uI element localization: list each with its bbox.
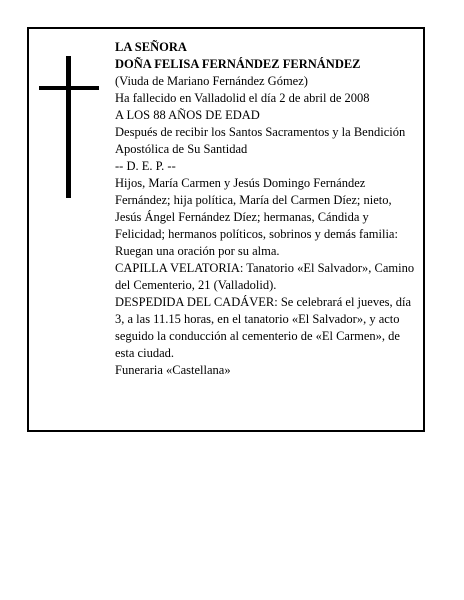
funeral-home: Funeraria «Castellana» xyxy=(115,363,231,377)
widow-of: (Viuda de Mariano Fernández Gómez) xyxy=(115,74,308,88)
prayer-request: Ruegan una oración por su alma. xyxy=(115,244,280,258)
family-text: Hijos, María Carmen y Jesús Domingo Fernández Fernández; hija política, María del Carmen Díez; nieto, Jesús Ángel Fernández Díez; hermanas, Cándida y Felicidad; hermanos políticos, sobrinos y demás familia: xyxy=(115,176,398,241)
sacraments-text: Después de recibir los Santos Sacramentos y la Bendición Apostólica de Su Santidad xyxy=(115,125,406,156)
notice-text xyxy=(115,39,421,379)
deceased-name: DOÑA FELISA FERNÁNDEZ FERNÁNDEZ xyxy=(115,57,361,71)
death-statement: Ha fallecido en Valladolid el día 2 de abril de 2008 xyxy=(115,91,370,105)
obituary-notice xyxy=(27,27,425,432)
funeral-text: DESPEDIDA DEL CADÁVER: Se celebrará el jueves, día 3, a las 11.15 horas, en el tanatorio «El Salvador», y acto seguido la conducción al cementerio de «El Carmen», de esta ciudad. xyxy=(115,295,411,360)
honorific: LA SEÑORA xyxy=(115,40,187,54)
chapel-text: CAPILLA VELATORIA: Tanatorio «El Salvador», Camino del Cementerio, 21 (Valladolid). xyxy=(115,261,415,292)
latin-cross-icon xyxy=(39,56,99,198)
age-statement: A LOS 88 AÑOS DE EDAD xyxy=(115,108,260,122)
rip-text: -- D. E. P. -- xyxy=(115,159,176,173)
